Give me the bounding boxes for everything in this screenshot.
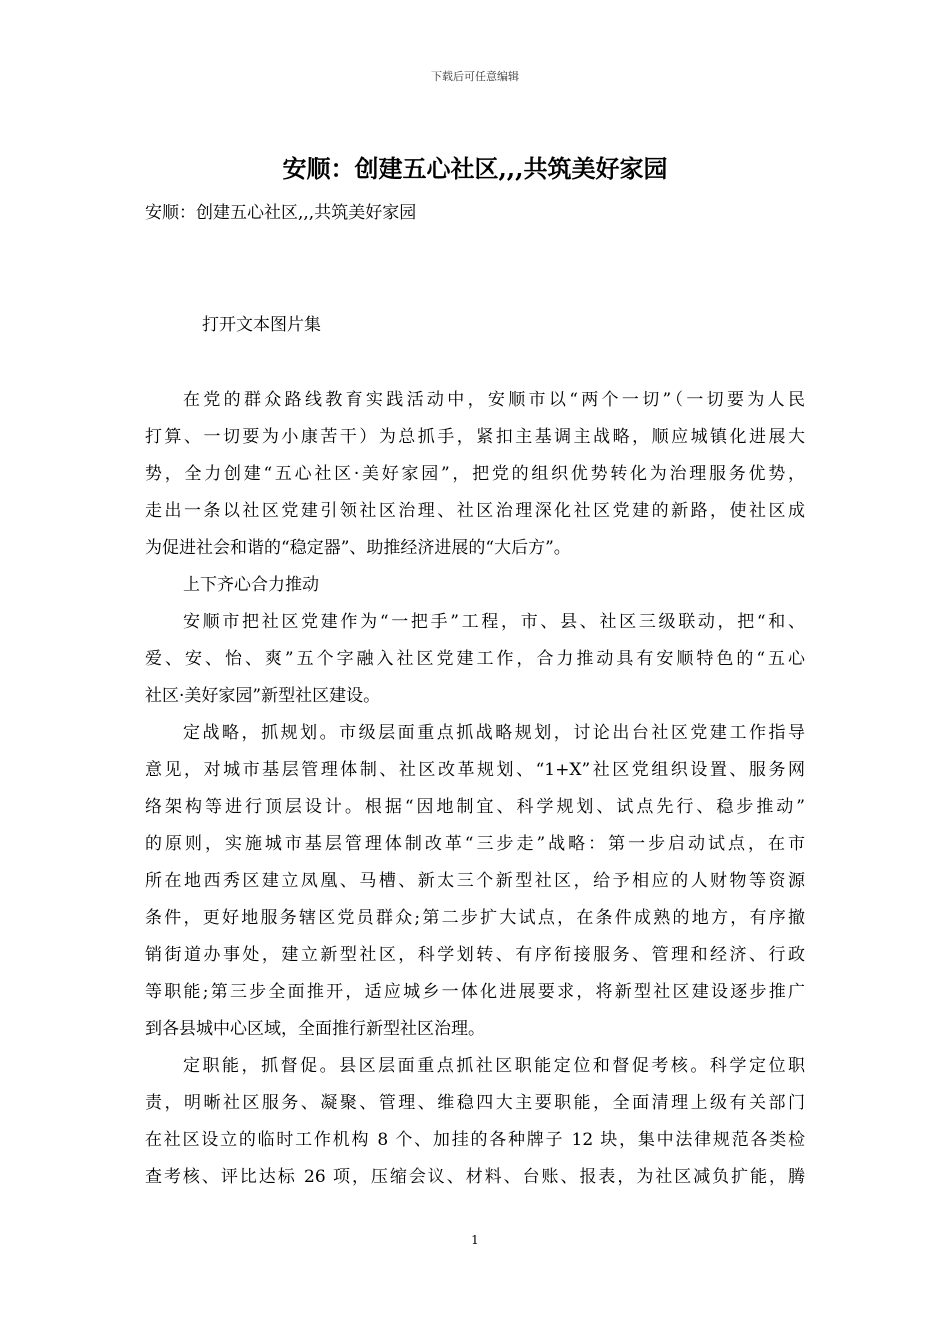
body-line: 上下齐心合力推动 [183,575,319,595]
page-number: 1 [471,1233,479,1247]
header-note: 下载后可任意编辑 [431,70,519,83]
body-line: 在社区设立的临时工作机构 8 个、加挂的各种牌子 12 块，集中法律规范各类检 [145,1130,805,1150]
document-subtitle: 安顺：创建五心社区,,,共筑美好家园 [145,203,417,223]
body-line: 社区·美好家园”新型社区建设。 [145,686,381,706]
body-line: 等职能;第三步全面推开，适应城乡一体化进展要求，将新型社区建设逐步推广 [145,982,805,1002]
body-line: 爱、安、怡、爽”五个字融入社区党建工作，合力推动具有安顺特色的“五心 [145,649,805,669]
body-line: 所在地西秀区建立凤凰、马槽、新太三个新型社区，给予相应的人财物等资源 [145,871,805,891]
body-line: 定职能，抓督促。县区层面重点抓社区职能定位和督促考核。科学定位职 [183,1056,805,1076]
body-line: 为促进社会和谐的“稳定器”、助推经济进展的“大后方”。 [145,538,571,558]
body-line: 条件，更好地服务辖区党员群众;第二步扩大试点，在条件成熟的地方，有序撤 [145,908,805,928]
body-line: 势，全力创建“五心社区·美好家园”，把党的组织优势转化为治理服务优势， [145,464,805,484]
body-line: 打算、一切要为小康苦干）为总抓手，紧扣主基调主战略，顺应城镇化进展大 [145,427,805,447]
body-line: 责，明晰社区服务、凝聚、管理、维稳四大主要职能，全面清理上级有关部门 [145,1093,805,1113]
body-line: 销街道办事处，建立新型社区，科学划转、有序衔接服务、管理和经济、行政 [145,945,805,965]
body-line: 到各县城中心区域，全面推行新型社区治理。 [145,1019,485,1039]
document-title: 安顺：创建五心社区,,,共筑美好家园 [282,154,668,183]
article-body [145,382,805,1196]
body-line: 定战略，抓规划。市级层面重点抓战略规划，讨论出台社区党建工作指导 [183,723,805,743]
body-line: 查考核、评比达标 26 项，压缩会议、材料、台账、报表，为社区减负扩能，腾 [145,1167,805,1187]
body-line: 走出一条以社区党建引领社区治理、社区治理深化社区党建的新路，使社区成 [145,501,805,521]
body-line: 安顺市把社区党建作为“一把手”工程，市、县、社区三级联动，把“和、 [183,612,805,632]
body-line: 意见，对城市基层管理体制、社区改革规划、“1+X”社区党组织设置、服务网 [145,760,805,780]
body-line: 在党的群众路线教育实践活动中，安顺市以“两个一切”（一切要为人民 [183,390,805,410]
body-line: 的原则，实施城市基层管理体制改革“三步走”战略：第一步启动试点，在市 [145,834,805,854]
body-line: 络架构等进行顶层设计。根据“因地制宜、科学规划、试点先行、稳步推动” [145,797,805,817]
open-image-gallery-link[interactable]: 打开文本图片集 [202,315,321,335]
